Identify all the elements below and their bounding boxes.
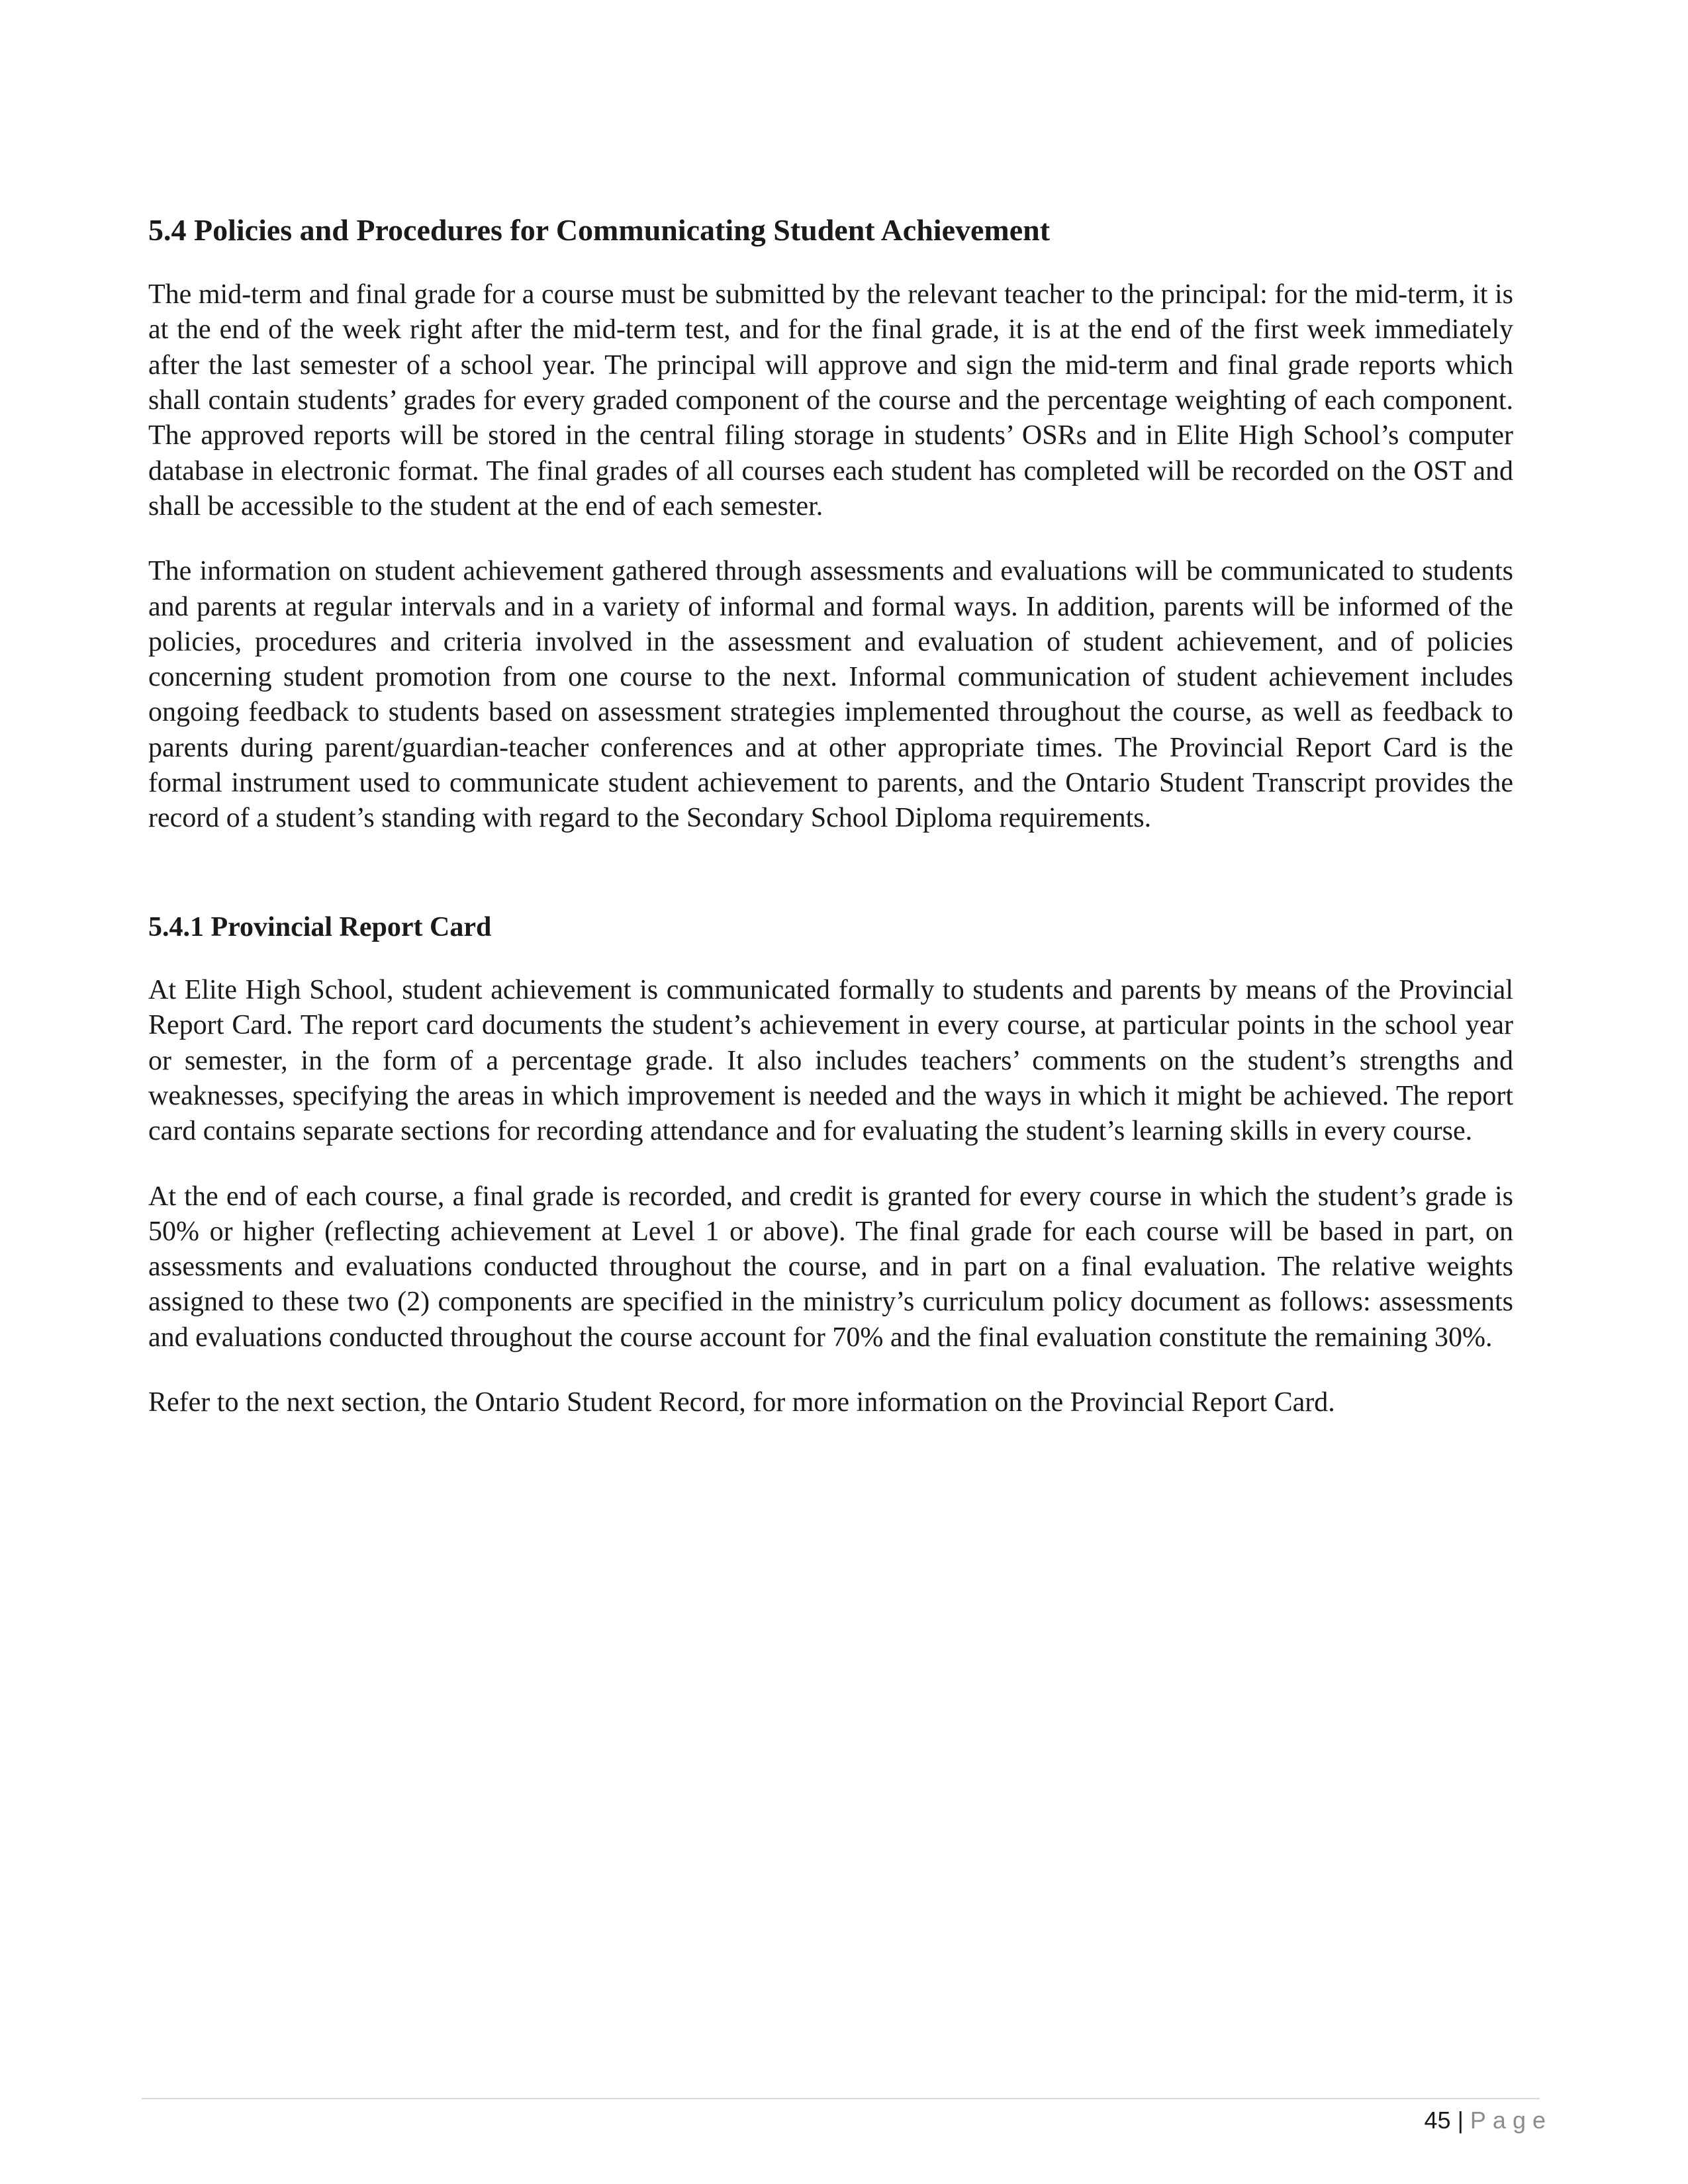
- footer-divider: [142, 2098, 1540, 2099]
- page-footer: [1425, 2107, 1552, 2134]
- page-label: Page: [1470, 2107, 1552, 2134]
- body-paragraph: At the end of each course, a final grade is recorded, and credit is granted for every course in which the student’s grade is 50% or higher (reflecting achievement at Level 1 or above). The final grade for each course will be based in part, on assessments and evaluations conducted throughout the course, and in part on a final evaluation. The relative weights assigned to these two (2) components are specified in the ministry’s curriculum policy document as follows: assessments and evaluations conducted throughout the course account for 70% and the final evaluation constitute the remaining 30%.: [148, 1181, 1513, 1353]
- page-content: [148, 212, 1513, 1420]
- body-paragraph: The mid-term and final grade for a course must be submitted by the relevant teacher to the principal: for the mid-term, it is at the end of the week right after the mid-term test, and for the final grade, it is at the end of the first week immediately after the last semester of a school year. The principal will approve and sign the mid-term and final grade reports which shall contain students’ grades for every graded component of the course and the percentage weighting of each component. The approved reports will be stored in the central filing storage in students’ OSRs and in Elite High School’s computer database in electronic format. The final grades of all courses each student has completed will be recorded on the OST and shall be accessible to the student at the end of each semester.: [148, 279, 1513, 522]
- body-paragraph: Refer to the next section, the Ontario Student Record, for more information on the Provincial Report Card.: [148, 1387, 1335, 1418]
- section-heading: 5.4 Policies and Procedures for Communicating Student Achievement: [148, 213, 1051, 247]
- page-number: 45: [1424, 2107, 1451, 2134]
- subsection-heading: 5.4.1 Provincial Report Card: [148, 911, 492, 942]
- footer-separator: |: [1457, 2107, 1464, 2134]
- body-paragraph: At Elite High School, student achievement is communicated formally to students and parents by means of the Provincial Report Card. The report card documents the student’s achievement in every course, at particular points in the school year or semester, in the form of a percentage grade. It also includes teachers’ comments on the student’s strengths and weaknesses, specifying the areas in which improvement is needed and the ways in which it might be achieved. The report card contains separate sections for recording attendance and for evaluating the student’s learning skills in every course.: [148, 975, 1513, 1147]
- body-paragraph: The information on student achievement gathered through assessments and evaluations will be communicated to students and parents at regular intervals and in a variety of informal and formal ways. In addition, parents will be informed of the policies, procedures and criteria involved in the assessment and evaluation of student achievement, and of policies concerning student promotion from one course to the next. Informal communication of student achievement includes ongoing feedback to students based on assessment strategies implemented throughout the course, as well as feedback to parents during parent/guardian-teacher conferences and at other appropriate times. The Provincial Report Card is the formal instrument used to communicate student achievement to parents, and the Ontario Student Transcript provides the record of a student’s standing with regard to the Secondary School Diploma requirements.: [148, 556, 1513, 834]
